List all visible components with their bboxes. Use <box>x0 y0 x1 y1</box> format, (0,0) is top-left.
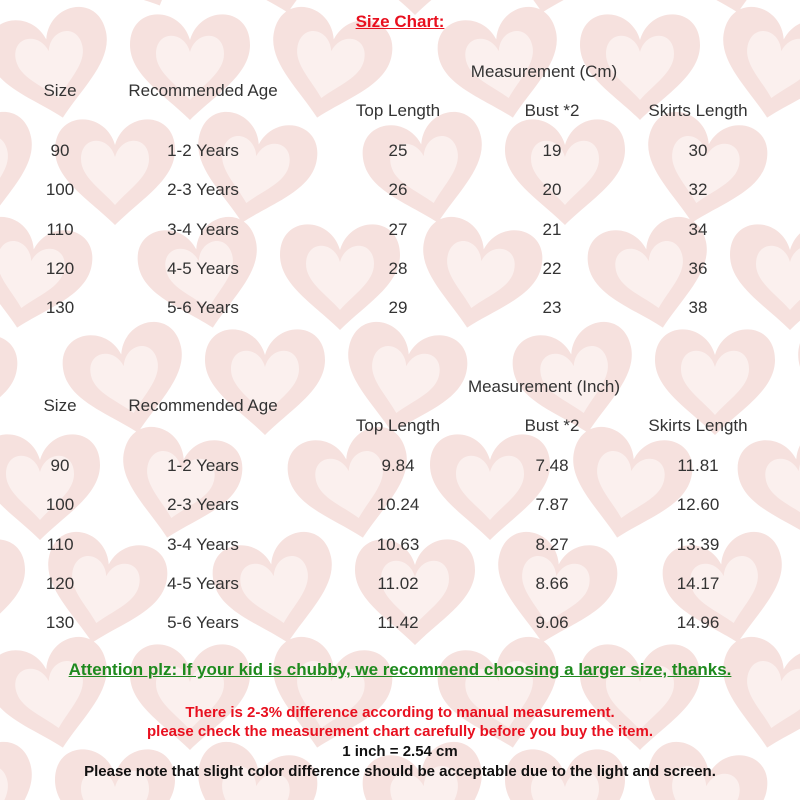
bust-cell: 7.87 <box>535 495 569 515</box>
age-cell: 5-6 Years <box>167 298 239 318</box>
skirts-length-cell: 13.39 <box>676 534 720 554</box>
skirts-length-cell: 14.17 <box>676 573 720 593</box>
top-length-cell: 10.63 <box>376 534 420 554</box>
size-cell: 130 <box>45 613 75 633</box>
top-length-cell: 26 <box>388 180 408 200</box>
header-size: Size <box>43 81 77 100</box>
measurement-group-header: Measurement (Inch) <box>467 377 621 396</box>
skirts-length-cell: 12.60 <box>676 495 720 515</box>
header-top-length: Top Length <box>355 416 441 435</box>
top-length-cell: 10.24 <box>376 495 420 515</box>
age-cell: 2-3 Years <box>167 495 239 515</box>
header-skirts-length: Skirts Length <box>648 416 748 435</box>
bust-cell: 8.66 <box>535 573 569 593</box>
top-length-cell: 27 <box>388 219 408 239</box>
size-cell: 110 <box>46 534 74 554</box>
age-cell: 1-2 Years <box>167 456 239 475</box>
skirts-length-cell: 30 <box>688 141 708 160</box>
size-cell: 130 <box>45 298 75 318</box>
age-cell: 3-4 Years <box>167 219 239 239</box>
age-cell: 5-6 Years <box>167 613 239 633</box>
age-cell: 4-5 Years <box>167 258 239 278</box>
top-length-cell: 11.42 <box>377 613 419 633</box>
bust-cell: 21 <box>542 219 562 239</box>
conversion-note: 1 inch = 2.54 cm <box>342 743 458 760</box>
age-cell: 2-3 Years <box>167 180 239 200</box>
size-cell: 100 <box>45 180 75 200</box>
top-length-cell: 9.84 <box>381 456 415 475</box>
top-length-cell: 29 <box>388 298 408 318</box>
size-cell: 120 <box>45 258 75 278</box>
skirts-length-cell: 32 <box>688 180 708 200</box>
bust-cell: 22 <box>542 258 562 278</box>
skirts-length-cell: 38 <box>688 298 708 318</box>
bust-cell: 7.48 <box>535 456 569 475</box>
header-bust: Bust *2 <box>524 416 580 435</box>
header-recommended-age: Recommended Age <box>128 396 278 415</box>
bust-cell: 19 <box>542 141 562 160</box>
top-length-cell: 11.02 <box>377 573 419 593</box>
header-skirts-length: Skirts Length <box>648 101 748 120</box>
bust-cell: 20 <box>542 180 562 200</box>
size-cell: 100 <box>45 495 75 515</box>
page-title: Size Chart: <box>355 12 445 31</box>
top-length-cell: 28 <box>388 258 408 278</box>
skirts-length-cell: 11.81 <box>677 456 719 475</box>
header-recommended-age: Recommended Age <box>128 81 278 100</box>
age-cell: 1-2 Years <box>167 141 239 160</box>
size-cell: 110 <box>46 219 74 239</box>
bust-cell: 9.06 <box>535 613 569 633</box>
check-chart-note: please check the measurement chart carefully before you buy the item. <box>146 723 653 740</box>
color-difference-note: Please note that slight color difference should be acceptable due to the light and screen. <box>84 763 716 780</box>
bust-cell: 23 <box>542 298 562 318</box>
skirts-length-cell: 34 <box>688 219 708 239</box>
age-cell: 4-5 Years <box>167 573 239 593</box>
header-top-length: Top Length <box>355 101 441 120</box>
attention-note: Attention plz: If your kid is chubby, we recommend choosing a larger size, thanks. <box>68 660 732 679</box>
skirts-length-cell: 14.96 <box>676 613 720 633</box>
measurement-group-header: Measurement (Cm) <box>470 62 618 81</box>
header-size: Size <box>43 396 77 415</box>
size-cell: 90 <box>50 141 70 160</box>
measurement-difference-note: There is 2-3% difference according to manual measurement. <box>185 704 615 721</box>
age-cell: 3-4 Years <box>167 534 239 554</box>
size-cell: 120 <box>45 573 75 593</box>
top-length-cell: 25 <box>388 141 408 160</box>
bust-cell: 8.27 <box>535 534 569 554</box>
skirts-length-cell: 36 <box>688 258 708 278</box>
size-cell: 90 <box>50 456 70 475</box>
header-bust: Bust *2 <box>524 101 580 120</box>
